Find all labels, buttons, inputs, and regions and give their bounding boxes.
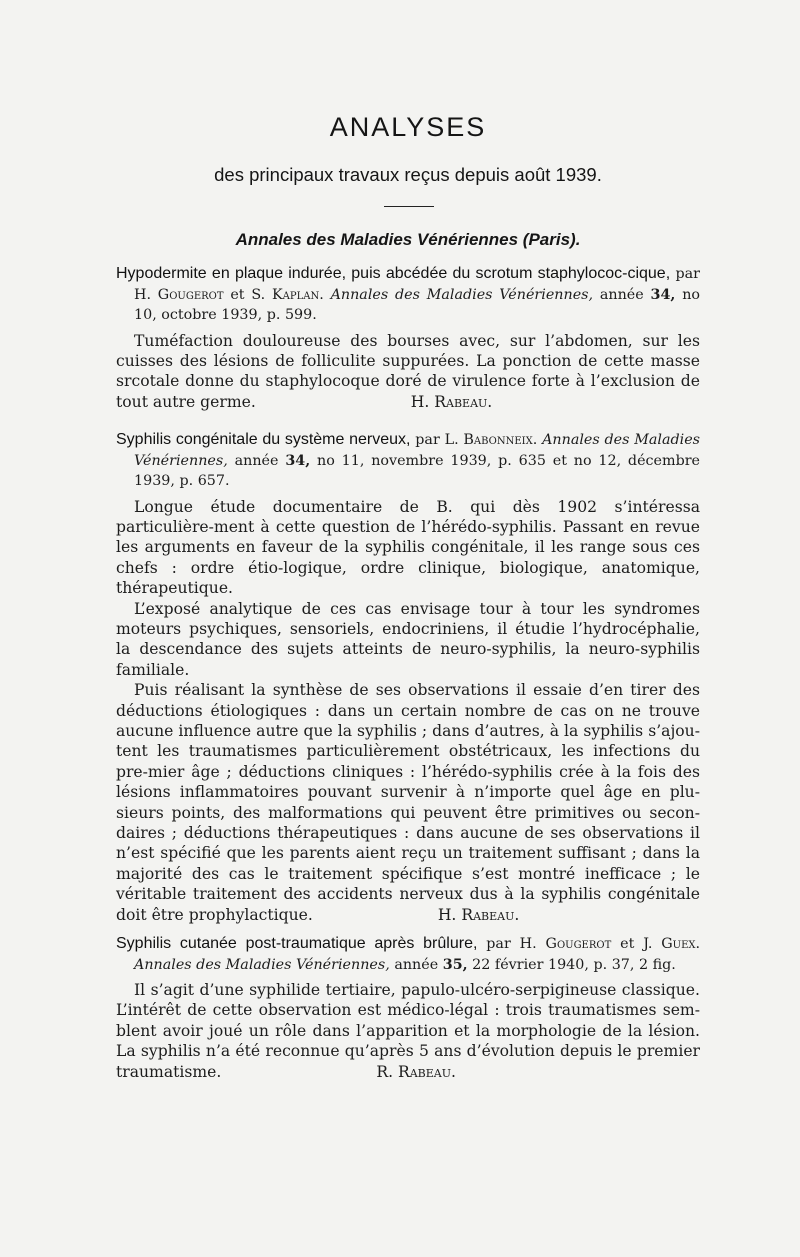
entry-2-reference: no 11, novembre 1939, p. 635 et no 12, décembre 1939, p. 657.	[134, 452, 701, 489]
entry-1-author-2: S. Kaplan.	[251, 286, 324, 303]
journal-heading: Annales des Maladies Vénériennes (Paris).	[235, 230, 581, 249]
entry-2-author-1: L. Babonneix.	[444, 432, 538, 448]
entry-3-journal: Annales des Maladies Vénériennes,	[134, 956, 390, 973]
entry-1-author-1: H. Gougerot	[134, 286, 224, 303]
entry-3-author-1: H. Gougerot	[519, 936, 612, 952]
entry-1-heading: Hypodermite en plaque indurée, puis abcédée du scrotum staphylococ-cique, par H. Gougerot et S. Kaplan. Annales des Maladies Vénériennes, année 34, no 10, octobre 1939, p. 599.	[116, 265, 701, 323]
entry-1-reference: no 10, octobre 1939, p. 599.	[134, 286, 701, 323]
entry-2-heading: Syphilis congénitale du système nerveux, par L. Babonneix. Annales des Maladies Vénériennes, année 34, no 11, novembre 1939, p. 635 et no 12, décembre 1939, p. 657.	[116, 431, 701, 489]
entry-1-title: Hypodermite en plaque indurée, puis abcédée du scrotum staphylococ-cique,	[116, 265, 671, 282]
entry-3-heading: Syphilis cutanée post-traumatique après brûlure, par H. Gougerot et J. Guex. Annales des Maladies Vénériennes, année 35, 22 février 1940, p. 37, 2 fig.	[116, 935, 701, 973]
entry-3-paragraph: Il s’agit d’une syphilide tertiaire, papulo-ulcéro-serpigineuse classique. L’intérêt de cette observation est médico-légal : trois traumatismes sem-blent avoir joué un rôle dans l’apparition et la morphologie de la lésion. La syphilis n’a été reconnue qu’après 5 ans d’évolution depuis le premier traumatisme. R. Rabeau.	[116, 981, 700, 1081]
entry-3-reference: 22 février 1940, p. 37, 2 fig.	[472, 956, 676, 973]
entry-2	[116, 430, 700, 925]
entry-1-journal: Annales des Maladies Vénériennes,	[330, 286, 594, 303]
entry-1	[116, 264, 700, 412]
entry-2-paragraph-2: L’exposé analytique de ces cas envisage tour à tour les syndromes moteurs psychiques, sensoriels, endocriniens, il étudie l’hydrocéphalie, la descendance des sujets atteints de neuro-syphilis, la neuro-syphilis familiale.	[116, 599, 700, 679]
entry-2-paragraph-1: Longue étude documentaire de B. qui dès 1902 s’intéressa particulière-ment à cette question de l’hérédo-syphilis. Passant en revue les arguments en faveur de la syphilis congénitale, il les range sous ces chefs : ordre étio-logique, ordre clinique, biologique, anatomique, thérapeutique.	[116, 497, 700, 598]
entry-3-author-2: J. Guex.	[643, 936, 701, 952]
page-subtitle: des principaux travaux reçus depuis août 1939.	[214, 164, 602, 185]
entry-2-journal: Annales des Maladies Vénériennes,	[134, 432, 701, 469]
entry-3	[116, 934, 700, 1082]
entry-2-title: Syphilis congénitale du système nerveux,	[116, 431, 411, 448]
entry-1-signature: H. Rabeau.	[410, 392, 493, 411]
entry-1-paragraph: Tuméfaction douloureuse des bourses avec, sur l’abdomen, sur les cuisses des lésions de folliculite suppurées. La ponction de cette masse srcotale donne du staphylocoque doré de virulence forte à l’exclusion de tout autre germe. H. Rabeau.	[116, 331, 700, 411]
entry-2-signature: H. Rabeau.	[437, 905, 520, 924]
divider	[384, 206, 434, 207]
entry-3-title: Syphilis cutanée post-traumatique après brûlure,	[116, 935, 478, 952]
page-title: ANALYSES	[329, 112, 487, 142]
entry-2-paragraph-3: Puis réalisant la synthèse de ses observations il essaie d’en tirer des déductions étiologiques : dans un certain nombre de cas on ne trouve aucune influence autre que la syphilis ; dans d’autres, à la syphilis s’ajou-tent les traumatismes particulièrement obstétricaux, les infections du pre-mier âge ; déductions cliniques : l’hérédo-syphilis crée à la fois des lésions inflammatoires pouvant survenir à n’importe quel âge en plu-sieurs points, des malformations qui peuvent être primitives ou secon-daires ; déductions thérapeutiques : dans aucune de ses observations il n’est spécifié que les parents aient reçu un traitement suffisant ; dans la majorité des cas le traitement spécifique s’est montré inefficace ; le véritable traitement des accidents nerveux dus à la syphilis congénitale doit être prophylactique. H. Rabeau.	[116, 681, 700, 924]
entry-3-signature: R. Rabeau.	[376, 1062, 456, 1081]
